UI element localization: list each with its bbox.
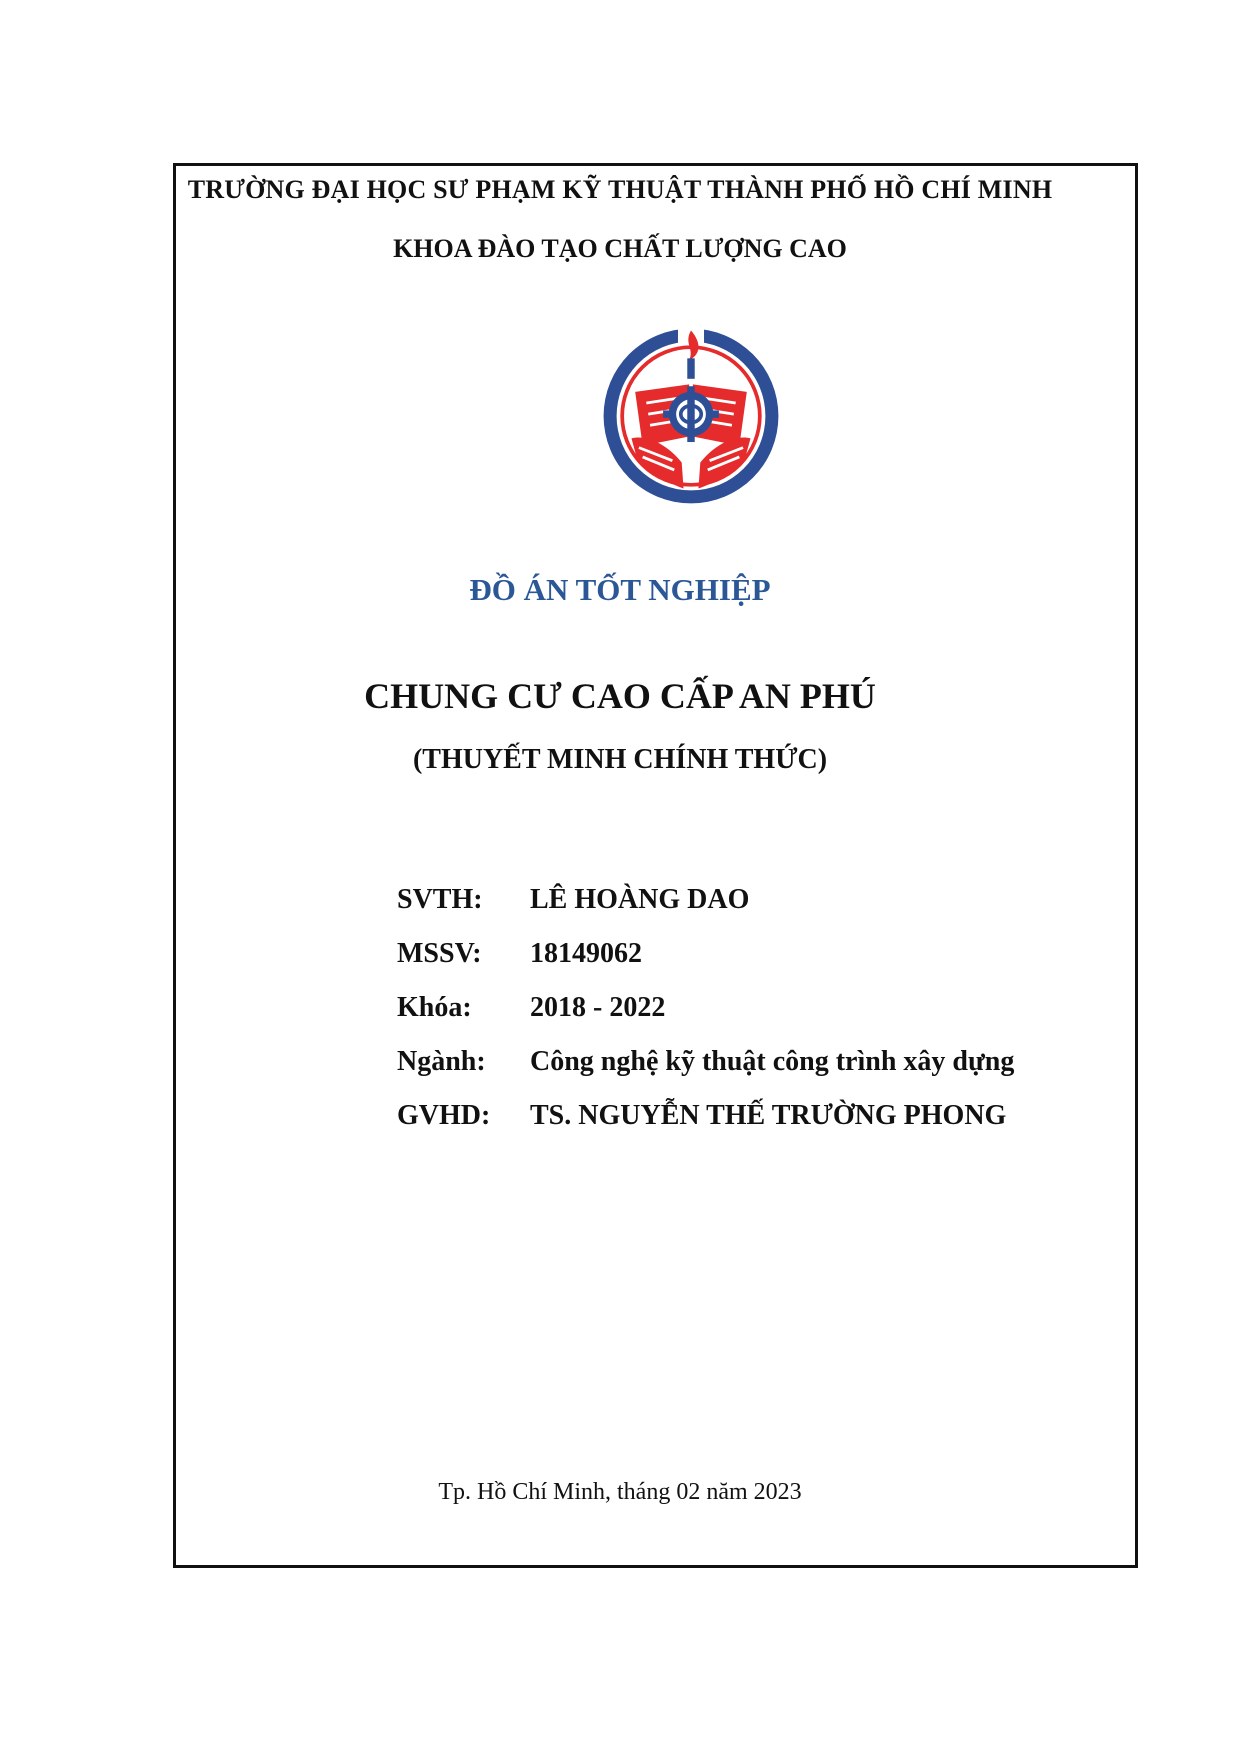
place-date: Tp. Hồ Chí Minh, tháng 02 năm 2023 [438,1479,802,1505]
course-years: 2018 - 2022 [530,992,666,1023]
project-title-text: CHUNG CƯ CAO CẤP AN PHÚ [364,676,876,716]
info-row-mssv [397,927,1014,981]
info-label: Khóa: [397,992,472,1023]
student-id: 18149062 [530,938,642,969]
university-name: TRƯỜNG ĐẠI HỌC SƯ PHẠM KỸ THUẬT THÀNH PHỐ HỒ CHÍ MINH [187,175,1053,204]
info-label: GVHD: [397,1100,491,1131]
thesis-type-heading: ĐỒ ÁN TỐT NGHIỆP [469,572,771,607]
info-label: MSSV: [397,938,482,969]
major: Công nghệ kỹ thuật công trình xây dựng [530,1046,1015,1077]
project-subtitle: (THUYẾT MINH CHÍNH THỨC) [412,744,828,775]
info-row-gvhd [397,1089,1014,1143]
faculty-name: KHOA ĐÀO TẠO CHẤT LƯỢNG CAO [393,234,847,263]
supervisor: TS. NGUYỄN THẾ TRƯỜNG PHONG [530,1100,1007,1131]
student-info-block [397,873,1014,1143]
info-label: SVTH: [397,884,483,915]
university-logo-icon [598,323,784,509]
student-name: LÊ HOÀNG DAO [530,884,750,915]
info-row-nganh [397,1035,1014,1089]
info-row-svth [397,873,1014,927]
info-label: Ngành: [397,1046,486,1077]
project-title [0,675,1240,717]
info-row-khoa [397,981,1014,1035]
